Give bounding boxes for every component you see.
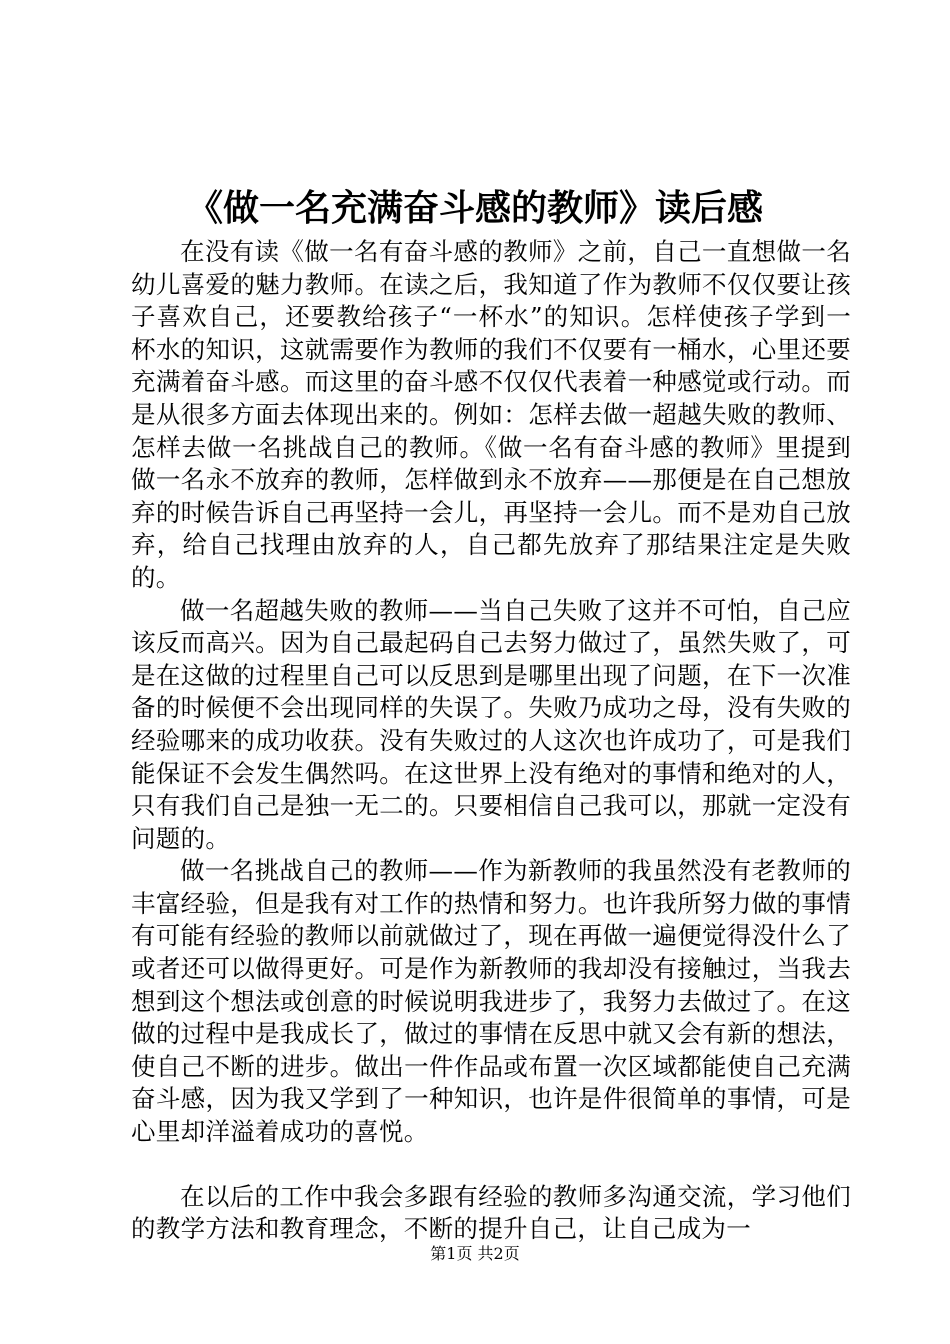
paragraph-future-work: 在以后的工作中我会多跟有经验的教师多沟通交流，学习他们的教学方法和教育理念，不断的提升自己，让自己成为一 (131, 1181, 851, 1244)
document-title: 《做一名充满奋斗感的教师》读后感 (186, 187, 763, 229)
document-body (131, 236, 851, 1246)
page-number-footer: 第1页 共2页 (430, 1244, 520, 1263)
paragraph-overcome-failure: 做一名超越失败的教师——当自己失败了这并不可怕，自己应该反而高兴。因为自己最起码自己去努力做过了，虽然失败了，可是在这做的过程里自己可以反思到是哪里出现了问题，在下一次准备的时候便不会出现同样的失误了。失败乃成功之母，没有失败的经验哪来的成功收获。没有失败过的人这次也许成功了，可是我们能保证不会发生偶然吗。在这世界上没有绝对的事情和绝对的人，只有我们自己是独一无二的。只要相信自己我可以，那就一定没有问题的。 (131, 595, 851, 853)
paragraph-intro: 在没有读《做一名有奋斗感的教师》之前，自己一直想做一名幼儿喜爱的魅力教师。在读之后，我知道了作为教师不仅仅要让孩子喜欢自己，还要教给孩子“一杯水”的知识。怎样使孩子学到一杯水的知识，这就需要作为教师的我们不仅要有一桶水，心里还要充满着奋斗感。而这里的奋斗感不仅仅代表着一种感觉或行动。而是从很多方面去体现出来的。例如：怎样去做一超越失败的教师、怎样去做一名挑战自己的教师。《做一名有奋斗感的教师》里提到做一名永不放弃的教师，怎样做到永不放弃——那便是在自己想放弃的时候告诉自己再坚持一会儿，再坚持一会儿。而不是劝自己放弃，给自己找理由放弃的人，自己都先放弃了那结果注定是失败的。 (131, 237, 851, 592)
paragraph-challenge-self: 做一名挑战自己的教师——作为新教师的我虽然没有老教师的丰富经验，但是我有对工作的热情和努力。也许我所努力做的事情有可能有经验的教师以前就做过了，现在再做一遍便觉得没什么了或者还可以做得更好。可是作为新教师的我却没有接触过，当我去想到这个想法或创意的时候说明我进步了，我努力去做过了。在这做的过程中是我成长了，做过的事情在反思中就又会有新的想法，使自己不断的进步。做出一件作品或布置一次区域都能使自己充满奋斗感，因为我又学到了一种知识，也许是件很简单的事情，可是心里却洋溢着成功的喜悦。 (131, 856, 851, 1147)
